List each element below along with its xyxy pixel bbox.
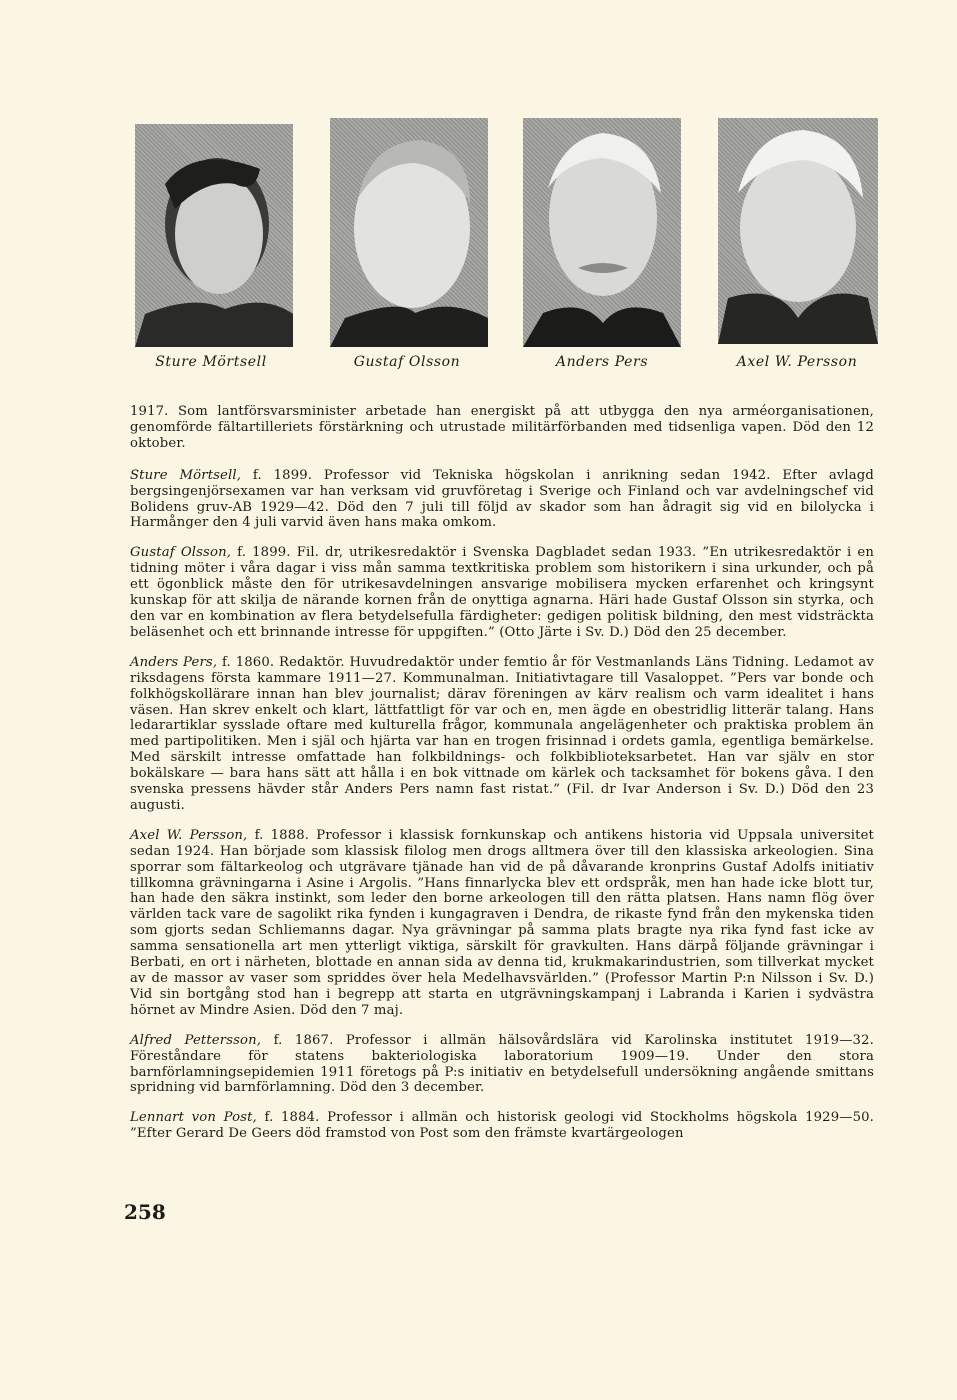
portrait-caption-pers: Anders Pers [555,354,649,370]
entry-pettersson [130,1033,874,1097]
entry-name: Anders Pers, [130,654,218,670]
entry-text: f. 1860. Redaktör. Huvudredaktör under femtio år för Vestmanlands Läns Tidning. Ledamot av riksdagens första kammare 1911—27. Kommunalman. Initiativtagare till Vasaloppet. ”Pers var bonde och folkhögskollärare innan han blev journalist; därav föreningen av kärv realism och varm idealitet i hans väsen. Han skrev enkelt och klart, lättfattligt för var och en, men ägde en obestridlig litterär talang. Hans ledarartiklar sysslade oftare med kulturella frågor, kommunala angelägenheter och praktiska problem än med partipolitiken. Men i själ och hjärta var han en trogen frisinnad i ordets gamla, egentliga bemärkelse. Med särskilt intresse omfattade han folkbildnings- och folkbiblioteksarbetet. Han var själv en stor bokälskare — bara hans sätt att hålla i en bok vittnade om kärlek och tacksamhet för bokens gåva. I den svenska pressens hävder står Anders Pers namn fast ristat.” (Fil. dr Ivar Anderson i Sv. D.) Död den 23 augusti. [130,654,874,813]
entry-pers [130,655,874,814]
entry-name: Alfred Pettersson, [130,1032,262,1048]
portrait-photo-persson [718,118,878,344]
entry-mortsell [130,468,874,532]
entry-post [130,1110,874,1142]
portrait-photo-mortsell [135,124,293,347]
portrait-caption-persson: Axel W. Persson [736,354,858,370]
entry-name: Lennart von Post, [130,1110,257,1126]
entry-text: f. 1899. Fil. dr, utrikesredaktör i Svenska Dagbladet sedan 1933. ”En utrikesredaktör i en tidning möter i våra dagar i viss mån samma textkritiska problem som historikern i sina urkunder, och på ett ögonblick måste den för utrikesavdelningen ansvarige mobilisera mycken erfarenhet och kringsynt kunskap för att skilja de närande kornen från de onyttiga agnarna. Häri hade Gustaf Olsson sin styrka, och den var en kombination av flera betydelsefulla färdigheter: gedigen politisk bildning, den mest vidsträckta beläsenhet och ett brinnande intresse för uppgiften.” (Otto Järte i Sv. D.) Död den 25 december. [130,545,874,640]
portrait-caption-mortsell: Sture Mörtsell [155,354,267,370]
page-number: 258 [124,1200,166,1224]
entry-name: Gustaf Olsson, [130,545,232,561]
portrait-photo-olsson [330,118,488,347]
entry-text: f. 1867. Professor i allmän hälsovårdslära vid Karolinska institutet 1919—32. Föreståndare för statens bakteriologiska laboratorium 1909—19. Under den stora barnförlamningsepidemien 1911 företogs på P:s initiativ en betydelsefull undersökning angående smittans spridning vid barnförlamning. Död den 3 december. [130,1032,874,1096]
entry-olsson [130,545,874,640]
entry-text: f. 1899. Professor vid Tekniska högskolan i anrikning sedan 1942. Efter avlagd bergsingenjörsexamen var han verksam vid gruvföretag i Sverige och Finland och var avdelningschef vid Bolidens gruv-AB 1929—42. Död den 7 juli till följd av skador som han ådragit sig vid en bilolycka i Harmånger den 4 juli varvid även hans maka omkom. [130,467,874,531]
continuation-paragraph: 1917. Som lantförsvarsminister arbetade han energiskt på att utbygga den nya arméorganisationen, genomförde fältartilleriets förstärkning och utrustade militärförbanden med tidsenliga vapen. Död den 12 oktober. [130,404,874,451]
entry-text: f. 1888. Professor i klassisk fornkunskap och antikens historia vid Uppsala universitet sedan 1924. Han började som klassisk filolog men drogs alltmera över till den klassiska arkeologien. Sina sporrar som fältarkeolog och utgrävare tjänade han vid de på dåvarande kronprins Gustaf Adolfs initiativ tillkomna grävningarna i Asine i Argolis. ”Hans finnarlycka blev ett ordspråk, men han hade icke blott tur, han hade den säkra instinkt, som leder den borne arkeologen till den rätta platsen. Hans namn flög över världen tack vare de sagolikt rika fynden i kungagraven i Dendra, de rikaste fynd från den mykenska tiden som gjorts sedan Schliemanns dagar. Nya grävningar på samma plats bragte nya rika fynd fast icke av samma sensationella art men ytterligt viktiga, särskilt för gravkulten. Hans därpå följande grävningar i Berbati, en ort i närheten, blottade en annan sida av denna tid, krukmakarindustrien, som tillverkat mycket av de massor av vaser som spriddes över hela Medelhavsvärlden.” (Professor Martin P:n Nilsson i Sv. D.) Vid sin bortgång stod han i begrepp att starta en utgrävningskampanj i Labranda i Karien i sydvästra hörnet av Mindre Asien. Död den 7 maj. [130,827,874,1018]
portrait-photo-pers [523,118,681,347]
portrait-caption-olsson: Gustaf Olsson [353,354,461,370]
entry-text: f. 1884. Professor i allmän och historisk geologi vid Stockholms högskola 1929—50. ”Efter Gerard De Geers död framstod von Post som den främste kvartärgeologen [130,1110,874,1142]
entry-name: Sture Mörtsell, [130,467,242,483]
entry-persson [130,828,874,1019]
obituary-text [130,404,874,1156]
entry-name: Axel W. Persson, [130,827,248,843]
